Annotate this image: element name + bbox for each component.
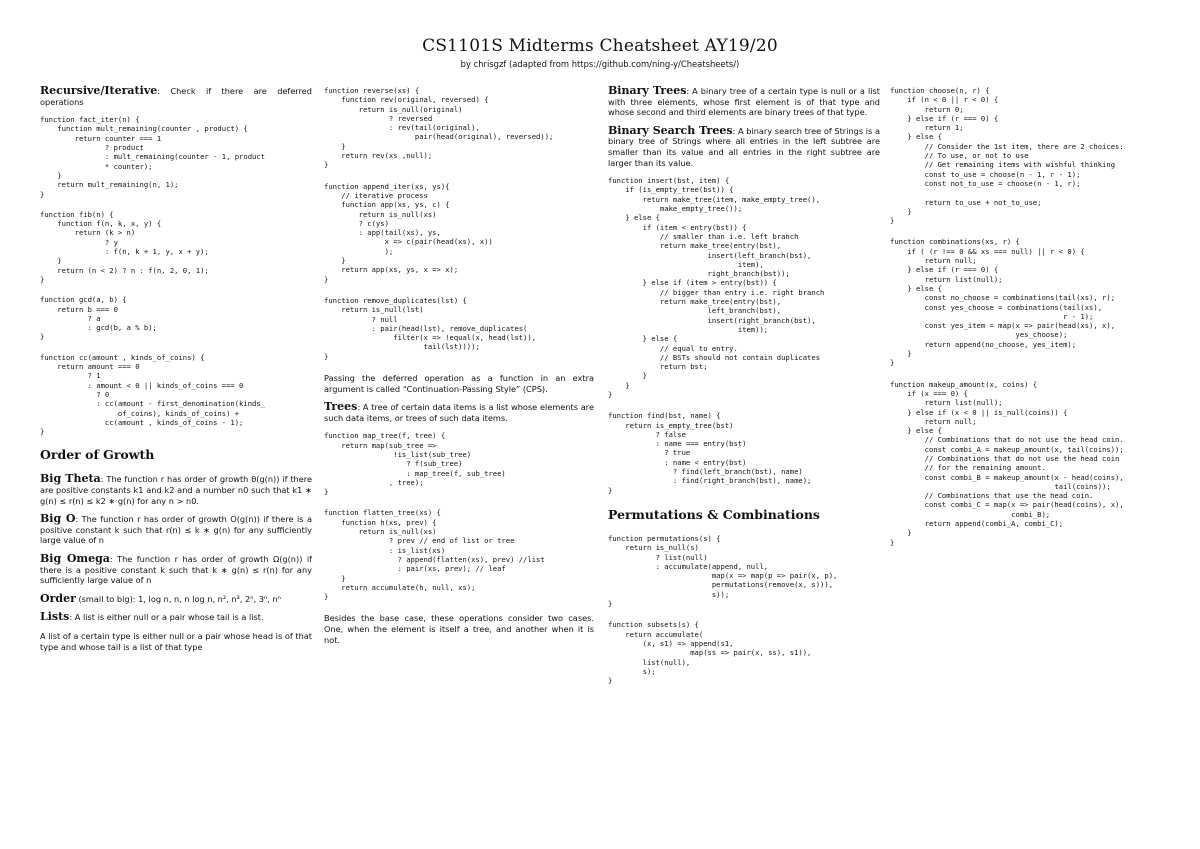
order-list-text: (small to big): 1, log n, n, n log n, n², n³, 2ⁿ, 3ⁿ, nⁿ	[75, 593, 281, 604]
big-theta-heading: Big Theta	[40, 472, 101, 486]
code-remove-duplicates: function remove_duplicates(lst) { return is_null(lst) ? null : pair(head(lst), remove_duplicates( filter(x => !equal(x, head(lst)), tail(lst)))); }	[324, 295, 537, 361]
order-of-growth-heading: Order of Growth	[40, 447, 155, 463]
order-list-heading: Order	[40, 591, 76, 605]
recursive-iterative-text: : Check if there are deferred operations	[40, 86, 312, 107]
code-choose: function choose(n, r) { if (n < 0 || r < 0) { return 0; } else if (r === 0) { return 1; } else { // Consider the 1st item, there are 2 choices: // To use, or not to use // Get remaining items with wishful thinking const to_use = choose(n - 1, r - 1); const not_to_use = choose(n - 1, r); return to_use + not_to_use; } }	[890, 86, 1124, 226]
trees-text: : A tree of certain data items is a list whose elements are such data items, or trees of such data items.	[324, 402, 594, 423]
page-header	[0, 36, 1200, 70]
code-insert: function insert(bst, item) { if (is_empty_tree(bst)) { return make_tree(item, make_empty_tree(), make_empty_tree()); } else { if (item < entry(bst)) { // smaller than i.e. left branch return make_tree(entry(bst), insert(left_branch(bst), item), right_branch(bst)); } else if (item > entry(bst)) { // bigger than entry i.e. right branch return make_tree(entry(bst), left_branch(bst), insert(right_branch(bst), item)); } else { // equal to entry. // BSTs should not contain duplicates return bst; } } }	[608, 176, 825, 399]
big-omega-paragraph	[40, 551, 312, 586]
big-o-text: : The function r has order of growth O(g(n)) if there is a positive constant k such that r(n) ≤ k ∗ g(n) for any sufficiently large value of n	[40, 514, 312, 546]
big-theta-paragraph	[40, 474, 312, 506]
base-case-paragraph: Besides the base case, these operations consider two cases. One, when the element is itself a tree, and another when it is not.	[324, 613, 594, 645]
code-fib: function fib(n) { function f(n, k, x, y) { return (k > n) ? y : f(n, k + 1, y, x + y); } return (n < 2) ? n : f(n, 2, 0, 1); }	[40, 209, 209, 284]
bst-text: : A binary search tree of Strings is a binary tree of Strings where all entries in the left subtree are smaller than its value and all entries in the right subtree are larger than its value.	[608, 125, 880, 168]
lists-type-paragraph: A list of a certain type is either null or a pair whose head is of that type and whose tail is a list of that type	[40, 630, 312, 652]
bst-paragraph	[608, 123, 880, 168]
page-subtitle: by chrisgzf (adapted from https://github.com/ning-y/Cheatsheets/)	[460, 59, 740, 69]
code-find: function find(bst, name) { return is_empty_tree(bst) ? false : name === entry(bst) ? true : name < entry(bst) ? find(left_branch(bst), name) : find(right_branch(bst), name); }	[608, 411, 812, 495]
lists-paragraph	[40, 612, 312, 623]
big-omega-text: : The function r has order of growth Ω(g(n)) if there is a positive constant k such that k ∗ g(n) ≤ r(n) for any sufficiently large value of n	[40, 553, 312, 586]
code-cc: function cc(amount , kinds_of_coins) { return amount === 0 ? 1 : amount < 0 || kinds_of_coins === 0 ? 0 : cc(amount - first_denomination(kinds_ of_coins), kinds_of_coins) + cc(amount , kinds_of_coins - 1); }	[40, 352, 266, 437]
lists-text: : A list is either null or a pair whose tail is a list.	[69, 612, 264, 623]
big-o-heading: Big O	[40, 512, 76, 526]
binary-trees-heading: Binary Trees	[608, 84, 687, 97]
cps-paragraph: Passing the deferred operation as a function in an extra argument is called “Continuation-Passing Style” (CPS).	[324, 373, 594, 394]
code-fact-iter: function fact_iter(n) { function mult_remaining(counter , product) { return counter === 1 ? product : mult_remaining(counter - 1, product * counter); } return mult_remaining(n, 1); }	[40, 115, 266, 199]
code-reverse: function reverse(xs) { function rev(original, reversed) { return is_null(original) ? reversed : rev(tail(original), pair(head(original), reversed)); } return rev(xs ,null); }	[324, 86, 554, 170]
binary-trees-text: : A binary tree of a certain type is null or a list with three elements, whose first element is of that type and whose second and third elements are binary trees of that type.	[608, 86, 880, 118]
code-map-tree: function map_tree(f, tree) { return map(sub_tree => !is_list(sub_tree) ? f(sub_tree) : map_tree(f, sub_tree) , tree); }	[324, 431, 506, 497]
trees-paragraph	[324, 402, 594, 423]
recursive-iterative-paragraph	[40, 86, 312, 107]
code-flatten-tree: function flatten_tree(xs) { function h(xs, prev) { return is_null(xs) ? prev // end of list or tree : is_list(xs) ? append(flatten(xs), prev) //list : pair(xs, prev); // leaf } return accumulate(h, null, xs); }	[324, 508, 545, 602]
column-1	[40, 86, 312, 660]
big-o-paragraph	[40, 514, 312, 546]
column-3	[608, 86, 880, 697]
code-makeup-amount: function makeup_amount(x, coins) { if (x === 0) { return list(null); } else if (x < 0 || is_null(coins)) { return null; } else { // Combinations that do not use the head coin. const combi_A = makeup_amount(x, tail(coins)); // Combinations that do not use the head coin // for the remaining amount. const combi_B = makeup_amount(x - head(coins), tail(coins)); // Combinations that use the head coin. const combi_C = map(x => pair(head(coins), x), combi_B); return append(combi_A, combi_C); } }	[890, 379, 1124, 547]
big-omega-heading: Big Omega	[40, 551, 110, 565]
bst-heading: Binary Search Trees	[608, 123, 733, 137]
trees-heading: Trees	[324, 400, 358, 414]
big-theta-text: : The function r has order of growth θ(g(n)) if there are positive constants k1 and k2 and a number n0 such that k1 ∗ g(n) ≤ r(n) ≤ k2 ∗ g(n) for any n > n0.	[40, 474, 312, 506]
permutations-heading: Permutations & Combinations	[608, 506, 820, 522]
code-combinations: function combinations(xs, r) { if ( (r !== 0 && xs === null) || r < 0) { return null; } else if (r === 0) { return list(null); } else { const no_choose = combinations(tail(xs), r); const yes_choose = combinations(tail(xs), r - 1); const yes_item = map(x => pair(head(xs), x), yes_choose); return append(no_choose, yes_item); } }	[890, 237, 1116, 368]
code-subsets: function subsets(s) { return accumulate( (x, s1) => append(s1, map(ss => pair(x, ss), s1)), list(null), s); }	[608, 620, 812, 686]
column-4	[890, 86, 1180, 559]
order-list-paragraph	[40, 591, 312, 605]
binary-trees-paragraph	[608, 86, 880, 118]
code-gcd: function gcd(a, b) { return b === 0 ? a : gcd(b, a % b); }	[40, 295, 157, 342]
code-append-iter: function append_iter(xs, ys){ // iterative process function app(xs, ys, c) { return is_null(xs) ? c(ys) : app(tail(xs), ys, x => c(pair(head(xs), x)) ); } return app(xs, ys, x => x); }	[324, 181, 493, 284]
page-title: CS1101S Midterms Cheatsheet AY19/20	[422, 36, 778, 56]
recursive-iterative-heading: Recursive/Iterative	[40, 84, 158, 97]
column-2	[324, 86, 594, 653]
lists-heading: Lists	[40, 610, 70, 624]
code-permutations: function permutations(s) { return is_null(s) ? list(null) : accumulate(append, null, map(x => map(p => pair(x, p), permutations(remove(x, s))), s)); }	[608, 533, 838, 609]
